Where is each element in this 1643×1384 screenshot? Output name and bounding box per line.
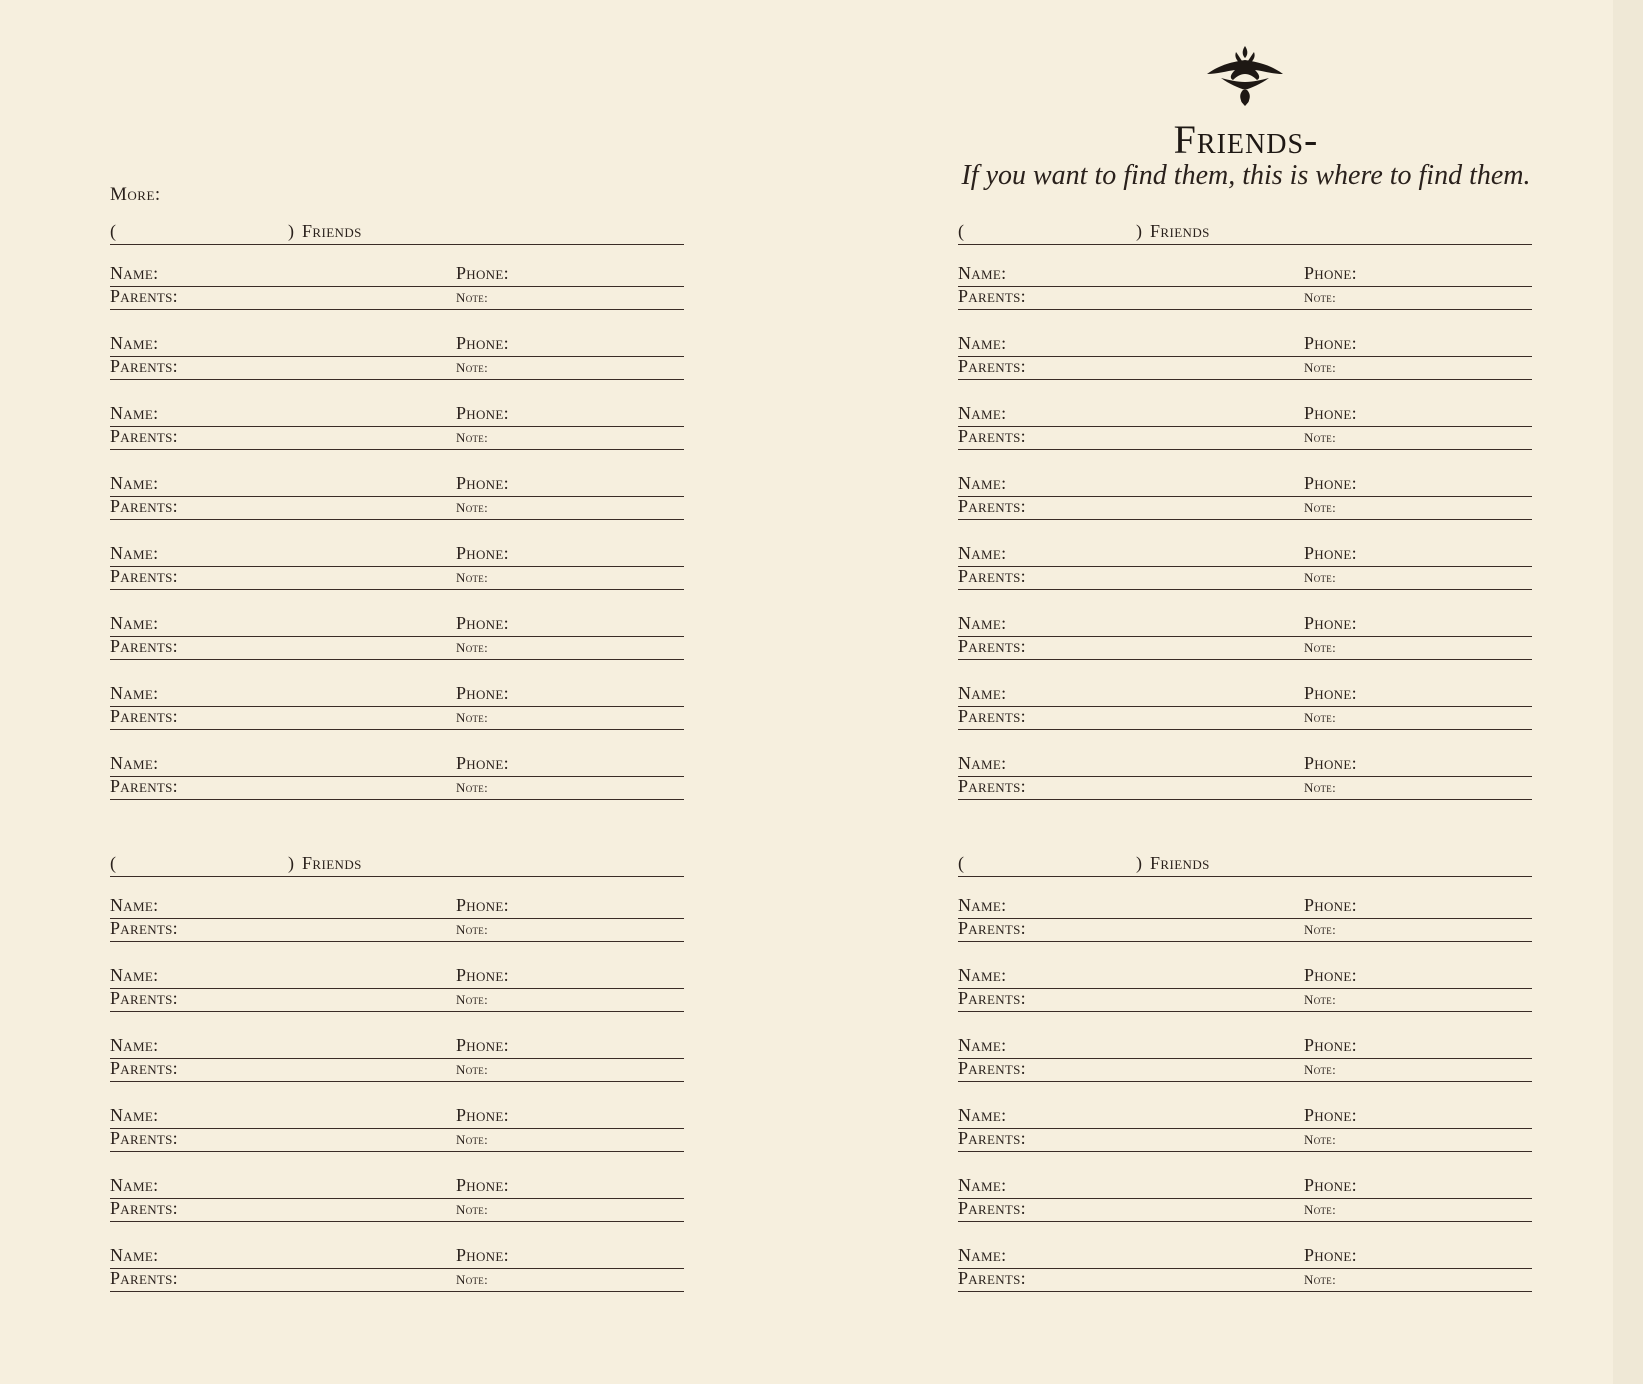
parents-label: Parents: <box>110 1198 178 1218</box>
friend-entry <box>110 472 684 520</box>
friend-entry <box>110 964 684 1012</box>
group-paren-close: ) <box>288 853 295 873</box>
note-label: Note: <box>456 922 488 937</box>
name-phone-line[interactable] <box>958 1104 1532 1129</box>
parents-label: Parents: <box>958 1058 1026 1078</box>
note-label: Note: <box>456 710 488 725</box>
note-label: Note: <box>456 290 488 305</box>
friend-entry <box>958 472 1532 520</box>
name-phone-line[interactable] <box>958 332 1532 357</box>
name-label: Name: <box>110 965 159 985</box>
parents-note-line[interactable] <box>110 357 684 380</box>
name-phone-line[interactable] <box>958 1174 1532 1199</box>
parents-note-line[interactable] <box>958 777 1532 800</box>
friends-group-header[interactable] <box>958 850 1532 877</box>
parents-note-line[interactable] <box>110 1059 684 1082</box>
parents-label: Parents: <box>110 1058 178 1078</box>
parents-note-line[interactable] <box>958 567 1532 590</box>
friends-group-header[interactable] <box>958 218 1532 245</box>
name-label: Name: <box>110 1245 159 1265</box>
name-phone-line[interactable] <box>958 894 1532 919</box>
friend-entry <box>958 542 1532 590</box>
phone-label: Phone: <box>1304 613 1357 633</box>
parents-label: Parents: <box>110 776 178 796</box>
note-label: Note: <box>456 1132 488 1147</box>
note-label: Note: <box>1304 430 1336 445</box>
name-phone-line[interactable] <box>958 1034 1532 1059</box>
phone-label: Phone: <box>456 1245 509 1265</box>
parents-label: Parents: <box>958 988 1026 1008</box>
name-label: Name: <box>110 1175 159 1195</box>
friend-entry <box>958 262 1532 310</box>
parents-note-line[interactable] <box>958 287 1532 310</box>
name-label: Name: <box>958 263 1007 283</box>
parents-note-line[interactable] <box>110 427 684 450</box>
phone-label: Phone: <box>456 263 509 283</box>
name-phone-line[interactable] <box>110 612 684 637</box>
name-phone-line[interactable] <box>110 332 684 357</box>
note-label: Note: <box>1304 1202 1336 1217</box>
more-label: More: <box>110 184 161 205</box>
note-label: Note: <box>456 992 488 1007</box>
group-paren-close: ) <box>1136 221 1143 241</box>
friend-entry <box>958 1104 1532 1152</box>
friend-entry <box>958 894 1532 942</box>
name-phone-line[interactable] <box>110 682 684 707</box>
parents-note-line[interactable] <box>958 1129 1532 1152</box>
group-friends-label: Friends <box>302 853 362 873</box>
parents-label: Parents: <box>110 286 178 306</box>
phone-label: Phone: <box>1304 263 1357 283</box>
friend-entry <box>958 682 1532 730</box>
group-paren-close: ) <box>1136 853 1143 873</box>
friend-entry <box>110 1034 684 1082</box>
name-label: Name: <box>110 1035 159 1055</box>
name-phone-line[interactable] <box>958 682 1532 707</box>
name-phone-line[interactable] <box>110 1244 684 1269</box>
friend-entry <box>958 612 1532 660</box>
parents-label: Parents: <box>958 426 1026 446</box>
parents-label: Parents: <box>958 1268 1026 1288</box>
parents-label: Parents: <box>110 988 178 1008</box>
page-edge-shade <box>1613 0 1643 1384</box>
parents-label: Parents: <box>958 356 1026 376</box>
group-paren-close: ) <box>288 221 295 241</box>
friend-entry <box>958 1034 1532 1082</box>
parents-label: Parents: <box>110 426 178 446</box>
parents-label: Parents: <box>110 636 178 656</box>
group-paren-open: ( <box>958 221 965 241</box>
parents-label: Parents: <box>958 776 1026 796</box>
name-label: Name: <box>110 543 159 563</box>
friend-entry <box>110 612 684 660</box>
parents-label: Parents: <box>110 918 178 938</box>
parents-note-line[interactable] <box>958 989 1532 1012</box>
phone-label: Phone: <box>456 753 509 773</box>
name-label: Name: <box>110 473 159 493</box>
phone-label: Phone: <box>456 965 509 985</box>
phone-label: Phone: <box>1304 1175 1357 1195</box>
friends-group-header[interactable] <box>110 218 684 245</box>
friends-group-header[interactable] <box>110 850 684 877</box>
name-label: Name: <box>958 895 1007 915</box>
name-phone-line[interactable] <box>110 1174 684 1199</box>
friend-entry <box>958 752 1532 800</box>
name-label: Name: <box>958 1105 1007 1125</box>
friend-entry <box>958 1174 1532 1222</box>
phone-label: Phone: <box>1304 1245 1357 1265</box>
page-subtitle: If you want to find them, this is where to find them. <box>961 160 1531 191</box>
name-phone-line[interactable] <box>958 472 1532 497</box>
note-label: Note: <box>456 640 488 655</box>
note-label: Note: <box>1304 922 1336 937</box>
name-phone-line[interactable] <box>958 964 1532 989</box>
name-phone-line[interactable] <box>110 542 684 567</box>
parents-note-line[interactable] <box>110 497 684 520</box>
name-label: Name: <box>958 683 1007 703</box>
name-label: Name: <box>110 403 159 423</box>
phone-label: Phone: <box>456 473 509 493</box>
name-label: Name: <box>958 473 1007 493</box>
phone-label: Phone: <box>1304 753 1357 773</box>
parents-label: Parents: <box>958 496 1026 516</box>
name-phone-line[interactable] <box>110 964 684 989</box>
name-phone-line[interactable] <box>110 472 684 497</box>
note-label: Note: <box>456 360 488 375</box>
parents-note-line[interactable] <box>958 1059 1532 1082</box>
parents-note-line[interactable] <box>110 707 684 730</box>
note-label: Note: <box>1304 290 1336 305</box>
name-phone-line[interactable] <box>110 752 684 777</box>
phone-label: Phone: <box>456 683 509 703</box>
phone-label: Phone: <box>1304 403 1357 423</box>
parents-label: Parents: <box>110 356 178 376</box>
parents-note-line[interactable] <box>110 919 684 942</box>
note-label: Note: <box>1304 640 1336 655</box>
name-label: Name: <box>958 1035 1007 1055</box>
name-phone-line[interactable] <box>958 612 1532 637</box>
parents-note-line[interactable] <box>110 1129 684 1152</box>
friend-entry <box>110 1104 684 1152</box>
parents-note-line[interactable] <box>110 637 684 660</box>
note-label: Note: <box>456 1062 488 1077</box>
parents-note-line[interactable] <box>110 567 684 590</box>
parents-note-line[interactable] <box>958 637 1532 660</box>
friend-entry <box>958 402 1532 450</box>
name-label: Name: <box>958 1245 1007 1265</box>
parents-label: Parents: <box>958 706 1026 726</box>
phone-label: Phone: <box>456 1105 509 1125</box>
phone-label: Phone: <box>456 1035 509 1055</box>
phone-label: Phone: <box>456 403 509 423</box>
phone-label: Phone: <box>1304 1035 1357 1055</box>
parents-label: Parents: <box>958 636 1026 656</box>
note-label: Note: <box>1304 780 1336 795</box>
name-phone-line[interactable] <box>110 894 684 919</box>
name-phone-line[interactable] <box>958 262 1532 287</box>
friend-entry <box>110 402 684 450</box>
note-label: Note: <box>456 780 488 795</box>
friend-entry <box>958 964 1532 1012</box>
name-phone-line[interactable] <box>958 1244 1532 1269</box>
page-title: Friends- <box>1173 117 1319 162</box>
parents-note-line[interactable] <box>110 1269 684 1292</box>
note-label: Note: <box>456 1272 488 1287</box>
friend-entry <box>958 332 1532 380</box>
friend-entry <box>110 542 684 590</box>
note-label: Note: <box>456 500 488 515</box>
name-label: Name: <box>110 753 159 773</box>
parents-label: Parents: <box>958 918 1026 938</box>
group-paren-open: ( <box>110 853 117 873</box>
phone-label: Phone: <box>1304 683 1357 703</box>
group-paren-open: ( <box>110 221 117 241</box>
name-label: Name: <box>110 895 159 915</box>
friend-entry <box>110 1244 684 1292</box>
phone-label: Phone: <box>1304 333 1357 353</box>
parents-label: Parents: <box>958 1128 1026 1148</box>
group-paren-open: ( <box>958 853 965 873</box>
name-label: Name: <box>958 333 1007 353</box>
name-label: Name: <box>958 543 1007 563</box>
note-label: Note: <box>1304 500 1336 515</box>
note-label: Note: <box>456 570 488 585</box>
parents-note-line[interactable] <box>958 357 1532 380</box>
parents-note-line[interactable] <box>958 1269 1532 1292</box>
parents-note-line[interactable] <box>110 989 684 1012</box>
parents-label: Parents: <box>110 1128 178 1148</box>
phone-label: Phone: <box>1304 543 1357 563</box>
phone-label: Phone: <box>456 333 509 353</box>
phone-label: Phone: <box>456 543 509 563</box>
group-friends-label: Friends <box>1150 853 1210 873</box>
name-label: Name: <box>958 1175 1007 1195</box>
note-label: Note: <box>1304 1272 1336 1287</box>
fleur-ornament-icon <box>1203 44 1287 112</box>
name-phone-line[interactable] <box>110 1104 684 1129</box>
friend-entry <box>958 1244 1532 1292</box>
parents-note-line[interactable] <box>958 919 1532 942</box>
name-label: Name: <box>110 333 159 353</box>
parents-note-line[interactable] <box>110 1199 684 1222</box>
phone-label: Phone: <box>456 613 509 633</box>
friend-entry <box>110 262 684 310</box>
note-label: Note: <box>456 1202 488 1217</box>
group-friends-label: Friends <box>1150 221 1210 241</box>
name-label: Name: <box>110 1105 159 1125</box>
phone-label: Phone: <box>1304 1105 1357 1125</box>
note-label: Note: <box>1304 992 1336 1007</box>
name-label: Name: <box>110 683 159 703</box>
name-phone-line[interactable] <box>958 402 1532 427</box>
note-label: Note: <box>1304 1132 1336 1147</box>
name-phone-line[interactable] <box>110 402 684 427</box>
name-label: Name: <box>958 753 1007 773</box>
parents-note-line[interactable] <box>110 777 684 800</box>
parents-label: Parents: <box>958 566 1026 586</box>
note-label: Note: <box>1304 570 1336 585</box>
parents-label: Parents: <box>958 1198 1026 1218</box>
parents-note-line[interactable] <box>958 497 1532 520</box>
name-phone-line[interactable] <box>958 752 1532 777</box>
name-phone-line[interactable] <box>958 542 1532 567</box>
name-label: Name: <box>110 263 159 283</box>
group-friends-label: Friends <box>302 221 362 241</box>
parents-label: Parents: <box>110 1268 178 1288</box>
name-label: Name: <box>110 613 159 633</box>
parents-note-line[interactable] <box>110 287 684 310</box>
parents-label: Parents: <box>110 706 178 726</box>
parents-note-line[interactable] <box>958 427 1532 450</box>
parents-label: Parents: <box>110 496 178 516</box>
parents-label: Parents: <box>958 286 1026 306</box>
phone-label: Phone: <box>456 1175 509 1195</box>
phone-label: Phone: <box>1304 473 1357 493</box>
phone-label: Phone: <box>456 895 509 915</box>
note-label: Note: <box>1304 710 1336 725</box>
parents-label: Parents: <box>110 566 178 586</box>
phone-label: Phone: <box>1304 895 1357 915</box>
parents-note-line[interactable] <box>958 1199 1532 1222</box>
name-phone-line[interactable] <box>110 262 684 287</box>
friend-entry <box>110 894 684 942</box>
note-label: Note: <box>456 430 488 445</box>
note-label: Note: <box>1304 1062 1336 1077</box>
friend-entry <box>110 682 684 730</box>
name-label: Name: <box>958 965 1007 985</box>
name-phone-line[interactable] <box>110 1034 684 1059</box>
note-label: Note: <box>1304 360 1336 375</box>
friend-entry <box>110 1174 684 1222</box>
name-label: Name: <box>958 403 1007 423</box>
phone-label: Phone: <box>1304 965 1357 985</box>
friend-entry <box>110 332 684 380</box>
parents-note-line[interactable] <box>958 707 1532 730</box>
name-label: Name: <box>958 613 1007 633</box>
friend-entry <box>110 752 684 800</box>
